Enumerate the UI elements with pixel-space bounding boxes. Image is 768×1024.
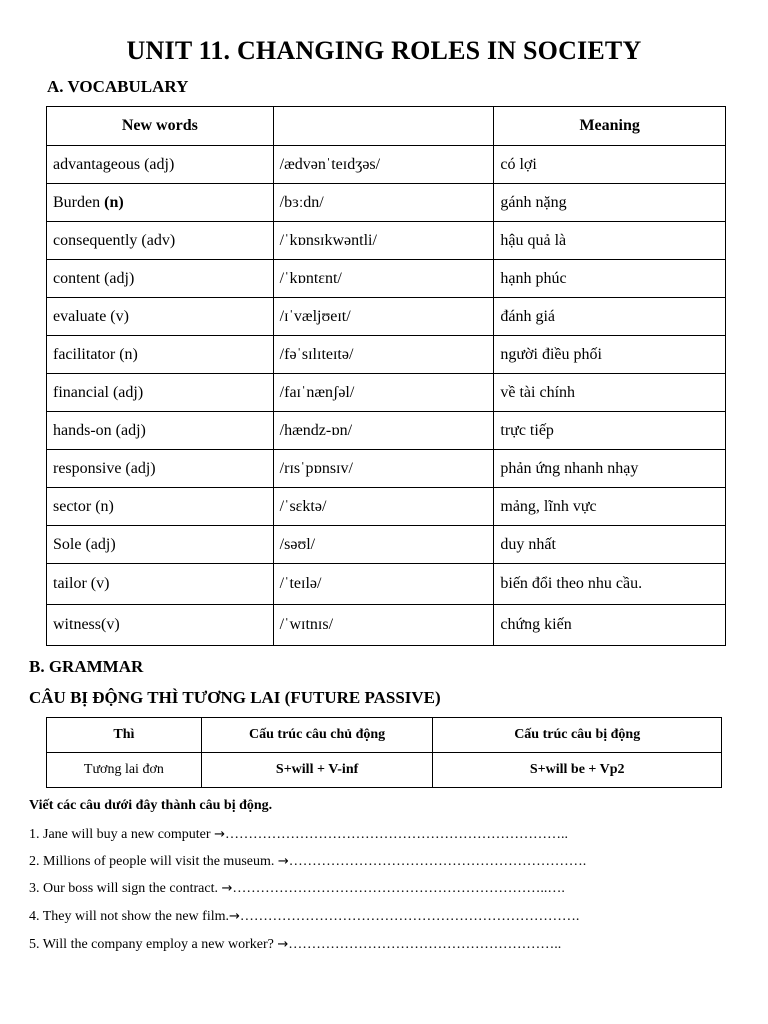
word-cell: tailor (v) xyxy=(47,564,274,605)
ipa-cell: /ˈteɪlə/ xyxy=(273,564,494,605)
page-title: UNIT 11. CHANGING ROLES IN SOCIETY xyxy=(126,36,642,65)
ipa-cell: /rɪsˈpɒnsɪv/ xyxy=(273,450,494,488)
answer-blank: ………………………………………………….. xyxy=(288,937,562,952)
answer-blank: ………………………………………………………. xyxy=(288,854,587,869)
meaning-cell: trực tiếp xyxy=(494,412,726,450)
vocabulary-row xyxy=(47,184,726,222)
vocabulary-row xyxy=(47,260,726,298)
exercise-sentence: 5. Will the company employ a new worker? xyxy=(29,937,278,952)
header-active-structure: Cấu trúc câu chủ động xyxy=(201,718,433,753)
meaning-cell: người điều phối xyxy=(494,336,726,374)
arrow-right-icon: → xyxy=(277,937,289,952)
vocabulary-table xyxy=(46,106,726,646)
word-cell: responsive (adj) xyxy=(47,450,274,488)
meaning-cell: hậu quả là xyxy=(494,222,726,260)
answer-blank: ……………………………………………………………….. xyxy=(224,827,568,842)
word-cell: facilitator (n) xyxy=(47,336,274,374)
word-cell: financial (adj) xyxy=(47,374,274,412)
meaning-cell: gánh nặng xyxy=(494,184,726,222)
vocabulary-row xyxy=(47,450,726,488)
header-tense: Thì xyxy=(47,718,202,753)
word-pos: (n) xyxy=(100,193,124,211)
exercise-item xyxy=(29,854,586,870)
vocabulary-heading: A. VOCABULARY xyxy=(47,77,189,96)
vocabulary-row xyxy=(47,605,726,646)
meaning-cell: biến đổi theo nhu cầu. xyxy=(494,564,726,605)
arrow-right-icon: → xyxy=(221,881,233,896)
word-cell: consequently (adv) xyxy=(47,222,274,260)
vocabulary-row xyxy=(47,526,726,564)
vocabulary-row xyxy=(47,488,726,526)
future-passive-heading: CÂU BỊ ĐỘNG THÌ TƯƠNG LAI (FUTURE PASSIVE) xyxy=(29,688,441,707)
arrow-right-icon: → xyxy=(277,854,289,869)
ipa-cell: /ˈkɒntɛnt/ xyxy=(273,260,494,298)
word-cell xyxy=(47,184,274,222)
meaning-cell: đánh giá xyxy=(494,298,726,336)
vocabulary-row xyxy=(47,336,726,374)
passive-structure-cell: S+will be + Vp2 xyxy=(433,753,722,788)
header-pronunciation xyxy=(273,107,494,146)
exercise-sentence: 3. Our boss will sign the contract. xyxy=(29,881,222,896)
header-meaning: Meaning xyxy=(494,107,726,146)
arrow-right-icon: → xyxy=(229,909,240,924)
word-text: Burden xyxy=(53,193,101,211)
meaning-cell: mảng, lĩnh vực xyxy=(494,488,726,526)
word-cell: Sole (adj) xyxy=(47,526,274,564)
exercise-sentence: 1. Jane will buy a new computer xyxy=(29,827,215,842)
ipa-cell: /ˈwɪtnɪs/ xyxy=(273,605,494,646)
arrow-right-icon: → xyxy=(214,827,225,842)
word-cell: content (adj) xyxy=(47,260,274,298)
exercise-item xyxy=(29,909,579,925)
exercise-item xyxy=(29,881,565,897)
exercise-item xyxy=(29,827,568,843)
exercise-sentence: 4. They will not show the new film. xyxy=(29,909,229,924)
ipa-cell: /ˈkɒnsɪkwəntli/ xyxy=(273,222,494,260)
meaning-cell: có lợi xyxy=(494,146,726,184)
vocabulary-header-row xyxy=(47,107,726,146)
meaning-cell: về tài chính xyxy=(494,374,726,412)
meaning-cell: duy nhất xyxy=(494,526,726,564)
vocabulary-row xyxy=(47,298,726,336)
vocabulary-row xyxy=(47,374,726,412)
word-cell: hands-on (adj) xyxy=(47,412,274,450)
grammar-heading: B. GRAMMAR xyxy=(29,657,144,676)
answer-blank: ………………………………………………………………. xyxy=(239,909,580,924)
ipa-cell: /hændz-ɒn/ xyxy=(273,412,494,450)
word-cell: evaluate (v) xyxy=(47,298,274,336)
vocabulary-row xyxy=(47,146,726,184)
exercise-instruction: Viết các câu dưới đây thành câu bị động. xyxy=(29,798,273,813)
vocabulary-row xyxy=(47,412,726,450)
ipa-cell: /səʊl/ xyxy=(273,526,494,564)
answer-blank: …………………………………………………………..…. xyxy=(232,881,565,896)
word-cell: advantageous (adj) xyxy=(47,146,274,184)
vocabulary-row xyxy=(47,222,726,260)
tense-cell: Tương lai đơn xyxy=(47,753,202,788)
header-passive-structure: Cấu trúc câu bị động xyxy=(433,718,722,753)
word-cell: witness(v) xyxy=(47,605,274,646)
grammar-row xyxy=(47,753,722,788)
ipa-cell: /ˈsɛktə/ xyxy=(273,488,494,526)
exercise-sentence: 2. Millions of people will visit the museum. xyxy=(29,854,278,869)
ipa-cell: /faɪˈnænʃəl/ xyxy=(273,374,494,412)
active-structure-cell: S+will + V-inf xyxy=(201,753,433,788)
vocabulary-row xyxy=(47,564,726,605)
word-cell: sector (n) xyxy=(47,488,274,526)
meaning-cell: chứng kiến xyxy=(494,605,726,646)
header-new-words: New words xyxy=(47,107,274,146)
ipa-cell: /ɪˈvæljʊeɪt/ xyxy=(273,298,494,336)
ipa-cell: /bɜːdn/ xyxy=(273,184,494,222)
meaning-cell: phản ứng nhanh nhạy xyxy=(494,450,726,488)
grammar-header-row xyxy=(47,718,722,753)
ipa-cell: /fəˈsɪlɪteɪtə/ xyxy=(273,336,494,374)
ipa-cell: /ædvənˈteɪdʒəs/ xyxy=(273,146,494,184)
meaning-cell: hạnh phúc xyxy=(494,260,726,298)
exercise-item xyxy=(29,937,561,953)
grammar-table xyxy=(46,717,722,788)
